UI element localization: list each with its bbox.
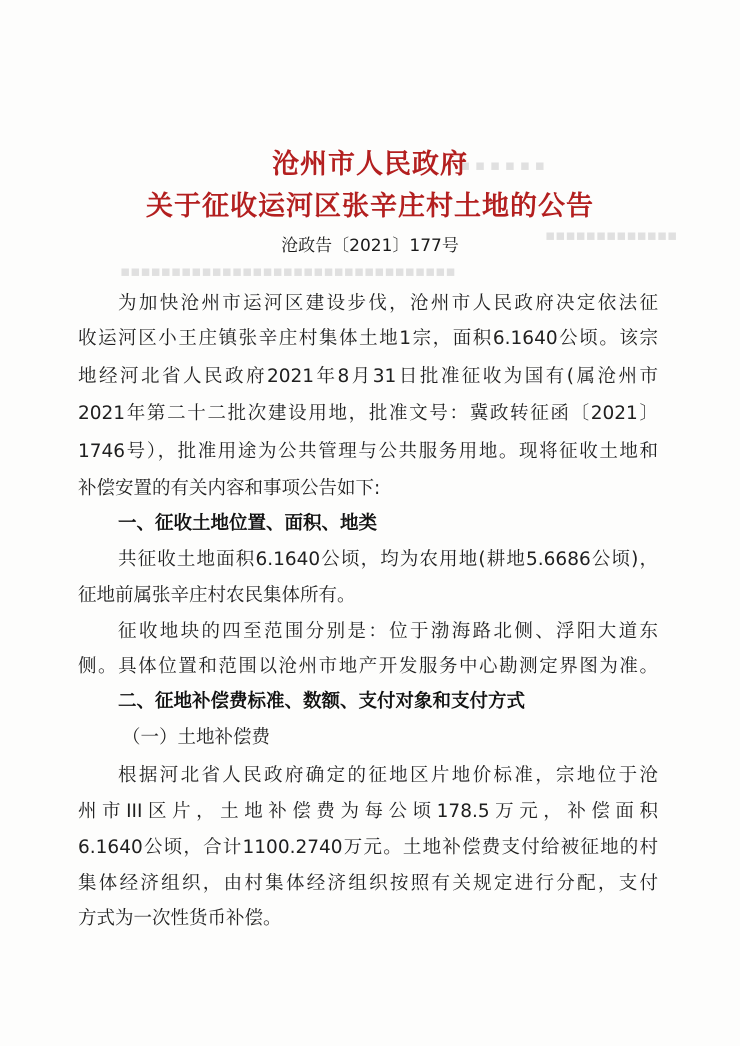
bleed-through-shadow: ▪▪▪▪▪▪▪▪▪▪▪▪▪▪▪▪▪▪▪▪▪▪▪▪▪▪▪▪▪▪▪▪▪ xyxy=(120,262,456,280)
section-heading-1: 一、征收土地位置、面积、地类 xyxy=(118,513,378,534)
body-line: 州市III区片，土地补偿费为每公顷178.5万元，补偿面积 xyxy=(78,801,658,822)
bleed-through-shadow: ▪▪▪▪▪▪▪▪▪▪▪▪▪ xyxy=(545,226,678,244)
body-line: 补偿安置的有关内容和事项公告如下: xyxy=(78,478,381,499)
document-number: 沧政告〔2021〕177号 xyxy=(281,236,459,256)
body-line: 征地前属张辛庄村农民集体所有。 xyxy=(78,585,356,606)
body-line: 方式为一次性货币补偿。 xyxy=(78,908,282,929)
bleed-through-shadow: ▪ ▪ ▪ ▪ ▪ ▪ xyxy=(460,156,545,174)
body-line: 征收地块的四至范围分别是：位于渤海路北侧、浮阳大道东 xyxy=(118,621,658,642)
body-line: 为加快沧州市运河区建设步伐，沧州市人民政府决定依法征 xyxy=(118,293,658,314)
body-line: 集体经济组织，由村集体经济组织按照有关规定进行分配，支付 xyxy=(78,873,658,894)
body-line: 6.1640公顷，合计1100.2740万元。土地补偿费支付给被征地的村 xyxy=(78,837,658,858)
body-line: 地经河北省人民政府2021年8月31日批准征收为国有(属沧州市 xyxy=(78,366,658,387)
subsection-heading: （一）土地补偿费 xyxy=(122,727,271,748)
body-line: 2021年第二十二批次建设用地，批准文号：冀政转征函〔2021〕 xyxy=(78,403,658,424)
body-line: 共征收土地面积6.1640公顷，均为农用地(耕地5.6686公顷)， xyxy=(118,549,658,570)
section-heading-2: 二、征地补偿费标准、数额、支付对象和支付方式 xyxy=(118,691,526,712)
title-line-2: 关于征收运河区张辛庄村土地的公告 xyxy=(146,191,594,222)
body-line: 收运河区小王庄镇张辛庄村集体土地1宗，面积6.1640公顷。该宗 xyxy=(78,328,658,349)
body-line: 1746号），批准用途为公共管理与公共服务用地。现将征收土地和 xyxy=(78,441,658,462)
title-line-1: 沧州市人民政府 xyxy=(272,149,468,180)
body-line: 侧。具体位置和范围以沧州市地产开发服务中心勘测定界图为准。 xyxy=(78,656,658,677)
body-line: 根据河北省人民政府确定的征地区片地价标准，宗地位于沧 xyxy=(118,765,658,786)
